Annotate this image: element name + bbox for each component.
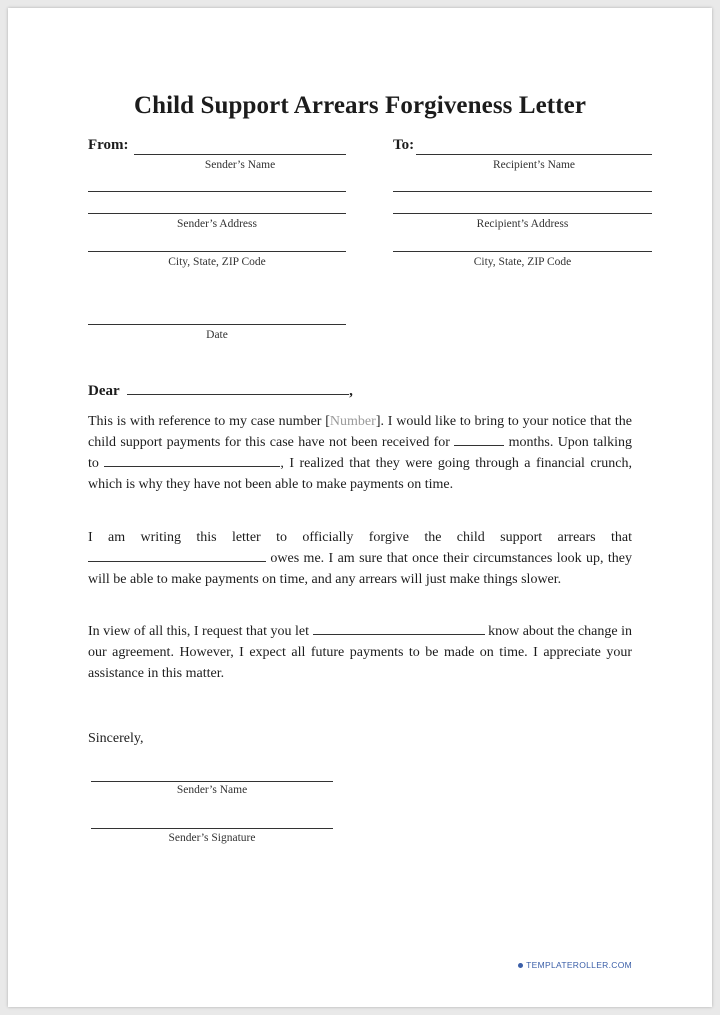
case-number-placeholder[interactable]: Number (329, 414, 376, 429)
footer-text: TEMPLATEROLLER.COM (526, 960, 632, 970)
sender-address-line-1[interactable] (88, 191, 346, 192)
date-line[interactable] (88, 324, 346, 325)
sender-name-caption: Sender’s Name (204, 159, 276, 171)
from-label: From: (88, 137, 129, 153)
dear-suffix: , (349, 383, 353, 399)
dear-recipient-blank[interactable] (127, 382, 349, 395)
recipient-city-line[interactable] (393, 251, 652, 252)
sender-city-caption: City, State, ZIP Code (168, 256, 266, 268)
months-blank[interactable] (454, 432, 504, 446)
footer-brand[interactable] (518, 960, 632, 970)
sender-address-line-2[interactable] (88, 213, 346, 214)
para3-text-b: know about the change in our agreement. However, I expect all future payments to be made on time. I appreciate your assistance in this matter. (88, 624, 633, 681)
dear-label: Dear (88, 383, 120, 399)
date-caption: Date (206, 329, 228, 341)
signature-line[interactable] (91, 828, 333, 829)
sender-name-line[interactable] (134, 154, 346, 155)
salutation (88, 382, 353, 400)
recipient-name-line[interactable] (416, 154, 652, 155)
para1-text-d: , I realized that they were going through a financial crunch, which is why they have not been able to make payments on time. (88, 456, 632, 492)
recipient-address-line-1[interactable] (393, 191, 652, 192)
signature-caption: Sender’s Signature (168, 832, 256, 844)
sign-name-caption: Sender’s Name (176, 784, 248, 796)
paragraph-1 (88, 411, 632, 495)
sign-name-line[interactable] (91, 781, 333, 782)
recipient-name-caption: Recipient’s Name (492, 159, 576, 171)
sender-address-caption: Sender’s Address (177, 218, 257, 230)
paragraph-2 (88, 527, 632, 590)
payer-name-blank[interactable] (88, 548, 266, 562)
para1-text-a: This is with reference to my case number [ (88, 414, 330, 429)
sender-city-line[interactable] (88, 251, 346, 252)
para1-text-b: ]. I would like to bring to your notice that the child support payments for this case have not been received for (88, 414, 632, 450)
document-title: Child Support Arrears Forgiveness Letter (133, 92, 587, 119)
para3-text-a: In view of all this, I request that you let (88, 624, 310, 639)
to-label: To: (393, 137, 415, 153)
para2-text-a: I am writing this letter to officially forgive the child support arrears that (88, 530, 632, 545)
closing: Sincerely, (88, 731, 144, 746)
letter-page (8, 8, 712, 1007)
brand-dot-icon (518, 963, 523, 968)
notify-party-blank[interactable] (313, 621, 485, 635)
talked-to-blank[interactable] (104, 453, 280, 467)
recipient-address-line-2[interactable] (393, 213, 652, 214)
para1-text-c: months. Upon talking to (88, 435, 633, 471)
para2-text-b: owes me. I am sure that once their circumstances look up, they will be able to make payments on time, and any arrears will just make things slower. (88, 551, 632, 587)
recipient-city-caption: City, State, ZIP Code (473, 256, 572, 268)
paragraph-3 (88, 621, 632, 684)
recipient-address-caption: Recipient’s Address (476, 218, 569, 230)
